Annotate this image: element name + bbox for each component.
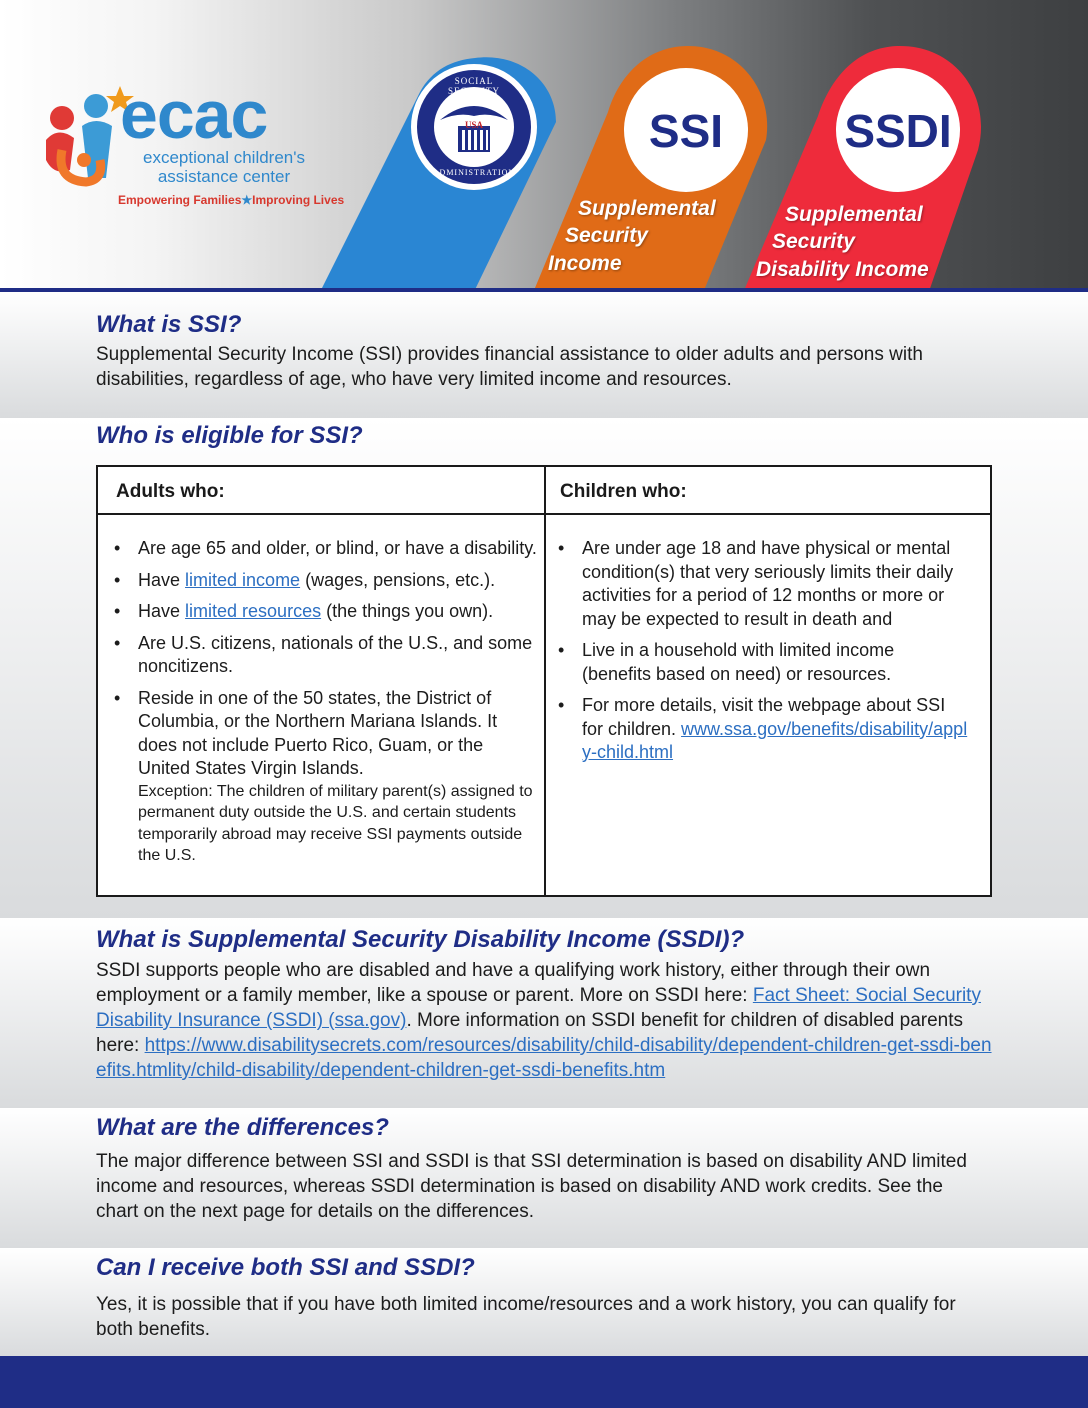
ssa-seal-bottom-text: ADMINISTRATION [432,168,516,177]
eligibility-heading: Who is eligible for SSI? [96,422,363,449]
page-header [0,0,1088,290]
ssa-seal-top-text: SOCIAL SECURITY [447,76,500,96]
ssdi-text-part-2: . More information on SSDI benefit for children of disabled parents here: [96,1010,964,1056]
adults-bullet-2-post: (wages, pensions, etc.). [300,569,496,590]
children-bullet-2: Live in a household with limited income (benefits based on need) or resources. [582,640,895,684]
ssi-label-line2: Security [565,224,648,247]
both-text: Yes, it is possible that if you have both limited income/resources and a work history, you can qualify for both benefits. [96,1294,956,1340]
list-item [558,694,968,765]
adults-list-cell [114,537,538,875]
list-item [114,687,538,867]
ssdi-label-line3: Disability Income [756,258,929,281]
tagline-right: Improving Lives [252,193,345,207]
list-item [558,537,968,631]
adults-bullet-4: Are U.S. citizens, nationals of the U.S., and some noncitizens. [138,632,533,676]
table-column-divider [544,467,546,895]
children-bullet-3-pre: For more details, visit the webpage about SSI for children. [582,695,946,739]
ssdi-label-line1: Supplemental [785,203,923,226]
adults-bullet-3-post: (the things you own). [321,601,494,621]
ssdi-text-part-1: SSDI supports people who are disabled and have a qualifying work history, either through their own employment or a family member, like a spouse or parent. More on SSDI here: [96,960,931,1006]
children-list-cell [558,537,968,773]
list-item [558,639,968,686]
ssa-seal-center-text: USA [464,120,483,130]
list-item [114,632,538,679]
differences-text: The major difference between SSI and SSDI is that SSI determination is based on disability AND limited income and resources, whereas SSDI determination is based on disability AND work credits. See the chart on the next page for details on the differences. [96,1151,967,1222]
ssdi-heading: What is Supplemental Security Disability Income (SSDI)? [96,926,745,953]
ssa-child-link[interactable]: www.ssa.gov/benefits/disability/apply-child.html [582,718,968,762]
ecac-wordmark: ecac [120,77,268,153]
limited-resources-link[interactable]: limited resources [185,601,322,621]
adults-bullet-2-pre: Have [138,569,186,590]
tagline-left: Empowering Families [118,193,242,207]
star-icon: ★ [241,193,253,207]
adults-bullet-1: Are age 65 and older, or blind, or have a disability. [138,538,537,558]
footer-bar [0,1356,1088,1408]
ssi-label-line3: Income [548,252,622,275]
children-list [558,537,968,765]
ssi-circle-label: SSI [648,105,724,157]
ecac-subtitle: exceptional children's assistance center [142,148,305,186]
adults-bullet-5: Reside in one of the 50 states, the District of Columbia, or the Northern Mariana Islands. It does not include Puerto Rico, Guam, or the United States Virgin Islands. [138,687,498,778]
ssdi-fact-sheet-link[interactable]: Fact Sheet: Social Security Disability Insurance (SSDI) (ssa.gov) [96,985,981,1031]
disabilitysecrets-link[interactable]: https://www.disabilitysecrets.com/resources/disability/child-disability/dependent-children-get-ssdi-benefits.htmlity/child-disability/dependent-children-get-ssdi-benefits.htm [96,1035,992,1081]
what-is-ssi-text: Supplemental Security Income (SSI) provides financial assistance to older adults and persons with disabilities, regardless of age, who have very limited income and resources. [96,344,923,390]
differences-heading: What are the differences? [96,1114,389,1141]
ecac-tagline [118,193,344,207]
exception-note: Exception: The children of military parent(s) assigned to permanent duty outside the U.S. and certain students temporarily abroad may receive SSI payments outside the U.S. [138,782,533,864]
adults-list [114,537,538,867]
table-header-divider [98,513,990,515]
list-item [114,569,538,593]
adults-bullet-3-pre: Have [138,601,186,621]
ecac-logo [44,77,345,210]
ssdi-text [96,958,992,1083]
children-bullet-1: Are under age 18 and have physical or mental condition(s) that very seriously limits their daily activities for a period of 12 months or more or may be expected to result in death and [582,538,954,629]
children-header: Children who: [560,481,687,502]
list-item [114,537,538,561]
eligibility-table [96,465,992,897]
ssdi-label-line2: Security [772,230,855,253]
limited-income-link[interactable]: limited income [185,569,301,590]
what-is-ssi-heading: What is SSI? [96,311,242,338]
both-heading: Can I receive both SSI and SSDI? [96,1254,475,1281]
list-item [114,600,538,624]
adults-header: Adults who: [116,481,225,502]
ssi-label-line1: Supplemental [578,197,716,220]
ssdi-circle-label: SSDI [844,105,952,157]
